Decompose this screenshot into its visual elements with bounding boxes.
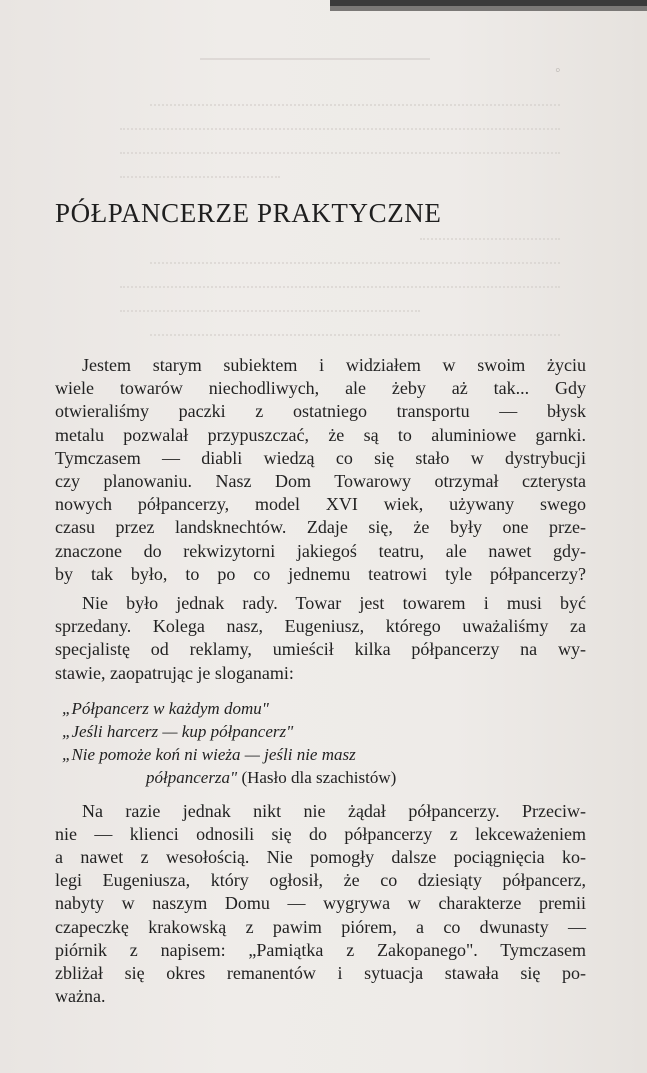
bleed-through-line [150, 262, 560, 264]
body-text [55, 354, 586, 1008]
bleed-through-page-number: ◦ [555, 62, 561, 79]
bleed-through-line [120, 128, 560, 130]
page-top-edge-fold [330, 6, 647, 11]
text-line: Na razie jednak nikt nie żądał półpancerzy. Przeciw- [82, 800, 586, 821]
text-line: Nie było jednak rady. Towar jest towarem i musi być [82, 593, 586, 614]
text-line: piórnik z napisem: „Pamiątka z Zakopanego". Tymczasem [55, 939, 586, 960]
text-line: metalu pozwalał przypuszczać, że są to aluminiowe garnki. [55, 424, 586, 445]
text-line: legi Eugeniusza, który ogłosił, że co dziesiąty półpancerz, [55, 870, 586, 891]
slogan-line [55, 766, 586, 789]
text-line: nie — klienci odnosili się do półpancerzy z lekceważeniem [55, 823, 586, 844]
text-line: nabyty w naszym Domu — wygrywa w charakterze premii [55, 893, 586, 914]
bleed-through-line [150, 334, 560, 336]
bleed-through-line [120, 152, 560, 154]
slogan-line: „Jeśli harcerz — kup półpancerz" [62, 722, 294, 742]
slogan-continuation: półpancerza" [146, 768, 238, 788]
chapter-title: PÓŁPANCERZE PRAKTYCZNE [55, 198, 442, 228]
text-line: wiele towarów niechodliwych, ale żeby aż tak... Gdy [55, 378, 586, 399]
text-line: nowych półpancerzy, model XVI wiek, używany swego [55, 494, 586, 515]
text-line: a nawet z wesołością. Nie pomogły dalsze pociągnięcia ko- [55, 847, 586, 868]
bleed-through-line [150, 104, 560, 106]
bleed-through-line [420, 238, 560, 240]
text-line: czasu przez landsknechtów. Zdaje się, że były one prze- [55, 517, 586, 538]
paragraph-3 [55, 800, 586, 1009]
bleed-through-line [200, 58, 430, 68]
text-line: Tymczasem — diabli wiedzą co się stało w dystrybucji [55, 447, 586, 468]
text-line: ważna. [55, 986, 106, 1007]
slogan-list [55, 697, 586, 790]
slogan-note: (Hasło dla szachistów) [237, 768, 397, 788]
bleed-through-line [120, 286, 560, 288]
text-line: by tak było, to po co jednemu teatrowi tyle półpancerzy? [55, 563, 586, 584]
bleed-through-line [120, 310, 420, 312]
text-line: specjalistę od reklamy, umieścił kilka półpancerzy na wy- [55, 639, 586, 660]
slogan-line: „Półpancerz w każdym domu" [62, 698, 269, 718]
text-line: czapeczkę krakowską z pawim piórem, a co dwunasty — [55, 916, 586, 937]
text-line: Jestem starym subiektem i widziałem w swoim życiu [82, 355, 586, 375]
text-line: stawie, zaopatrując je sloganami: [55, 662, 294, 683]
text-line: czy planowaniu. Nasz Dom Towarowy otrzymał czterysta [55, 471, 586, 492]
text-line: otwieraliśmy paczki z ostatniego transportu — błysk [55, 401, 586, 422]
paragraph-1 [55, 354, 586, 586]
paragraph-2 [55, 592, 586, 685]
bleed-through-line [120, 176, 280, 178]
text-line: znaczone do rekwizytorni jakiegoś teatru, ale nawet gdy- [55, 540, 586, 561]
text-line: sprzedany. Kolega nasz, Eugeniusz, którego uważaliśmy za [55, 616, 586, 637]
slogan-line: „Nie pomoże koń ni wieża — jeśli nie masz [62, 745, 356, 765]
text-line: zbliżał się okres remanentów i sytuacja stawała się po- [55, 963, 586, 984]
